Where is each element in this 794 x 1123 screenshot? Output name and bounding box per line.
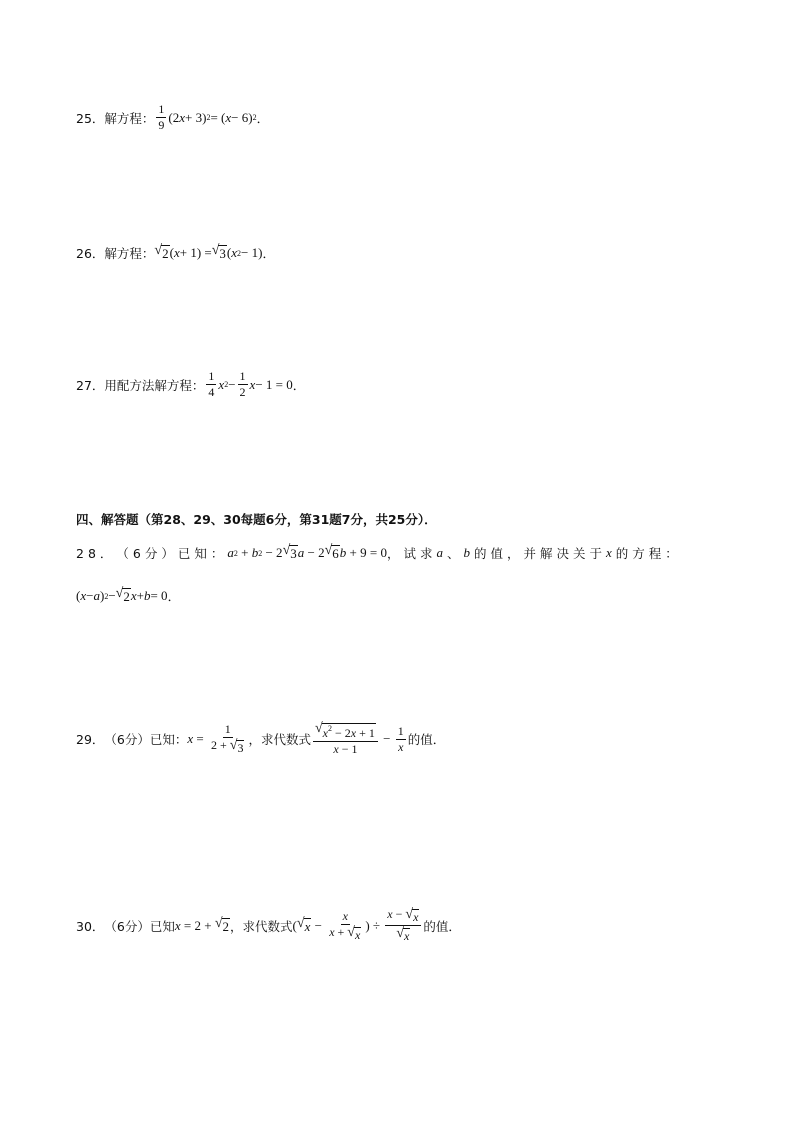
question-27 [76, 370, 305, 399]
expression-30: ( √ x − x x + √ x ) ÷ x − √ x √ x [293, 908, 424, 944]
question-26 [76, 244, 275, 262]
question-end: ． [262, 246, 275, 261]
equation-25: $\frac{1}{9}$ (2 x + 3) 2 = ( x − 6) 2 [158, 102, 257, 133]
question-label: 解方程： [104, 110, 155, 126]
question-points: （6分） [104, 732, 150, 748]
question-ask: ，试求 [386, 546, 437, 561]
question-label: 解方程： [104, 246, 155, 261]
question-28-line2 [76, 587, 180, 605]
section-title: 四、解答题（第28、29、30每题6分，第31题7分，共25分）． [76, 512, 437, 527]
equation-30-x: x = 2 + √ 2 [174, 916, 230, 935]
question-ask3: 的方程： [615, 546, 682, 561]
question-ask: ，求代数式 [248, 732, 311, 748]
equation-27: $\frac{1}{4}$ x 2 − $\frac{1}{2}$ x − 1 = 0 [208, 369, 293, 400]
question-number: 25． [76, 110, 105, 126]
question-points: （6分） [116, 546, 178, 561]
question-ask2: 的值，并解决关于 [473, 546, 606, 561]
question-end: ． [167, 589, 181, 604]
question-end: ． [292, 377, 306, 393]
question-known: 已知： [149, 732, 188, 748]
question-points: （6分） [104, 918, 150, 934]
question-29 [76, 722, 445, 757]
question-label: 用配方法解方程： [104, 377, 205, 393]
question-sep: 、 [446, 546, 464, 561]
equation-29-x: x = 1 2 + √ 3 [187, 722, 244, 756]
question-number: 27． [76, 377, 105, 393]
question-25 [76, 103, 269, 132]
question-number: 29． [76, 732, 105, 748]
question-end: 的值． [407, 732, 446, 748]
equation-26: √ 2 ( x + 1) = √ 3 ( x 2 − 1) [154, 243, 263, 262]
question-end: 的值． [423, 918, 461, 934]
question-number: 28． [76, 546, 117, 561]
question-30 [76, 908, 461, 944]
question-end: ． [256, 110, 270, 126]
equation-28-condition: a 2 + b 2 − 2 √ 3 a − 2 √ 6 b + 9 = 0 [227, 543, 387, 562]
question-known: 已知 [149, 918, 175, 934]
question-number: 30． [76, 918, 105, 934]
question-known: 已知： [177, 546, 228, 561]
equation-28: ( x − a ) 2 − √ 2 x + b = 0 [76, 586, 168, 605]
question-28: 28． （6分） 已知： a 2 + b 2 − 2 √ 3 a − 2 √ 6 b + 9 = 0 ，试求 a 、 b 的值，并解决关于 x 的方程： [76, 543, 682, 562]
expression-29: √ $x^2 - 2x + 1$ x − 1 − $\frac{1}{x}$ [314, 721, 404, 757]
question-number: 26． [76, 246, 105, 261]
question-ask: ，求代数式 [230, 918, 293, 934]
